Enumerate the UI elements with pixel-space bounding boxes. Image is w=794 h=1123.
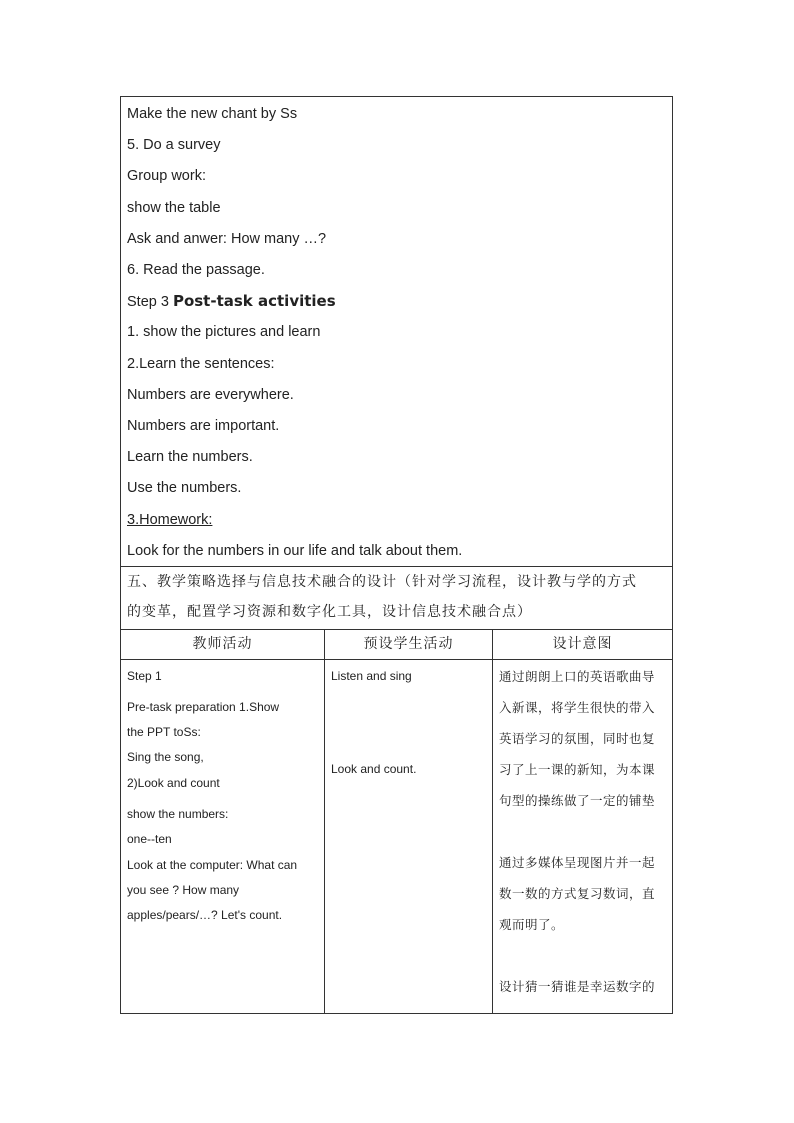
post-task-line: Use the numbers. (127, 480, 242, 496)
teacher-line: Pre-task preparation 1.Show (127, 700, 280, 714)
post-task-line: 1. show the pictures and learn (127, 324, 321, 340)
homework-text: Look for the numbers in our life and talk about them. (127, 543, 463, 559)
intent-line: 句型的操练做了一定的铺垫 (499, 793, 656, 808)
post-task-line: Learn the numbers. (127, 449, 253, 465)
homework-label: 3.Homework: (127, 512, 213, 528)
column-divider (492, 629, 493, 1013)
divider (121, 659, 672, 660)
procedure-line: 6. Read the passage. (127, 262, 265, 278)
student-line: Look and count. (331, 762, 417, 776)
post-task-line: Numbers are everywhere. (127, 387, 294, 403)
intent-line: 习了上一课的新知，为本课 (499, 762, 656, 777)
header-design-intent: 设计意图 (552, 636, 613, 652)
lesson-plan-table (120, 96, 673, 1014)
step3-heading (127, 292, 336, 311)
teacher-line: show the numbers: (127, 807, 229, 821)
step3-prefix: Step 3 (127, 294, 173, 310)
column-divider (324, 629, 325, 1013)
intent-line: 观而明了。 (499, 917, 565, 932)
section5-title-line1: 五、教学策略选择与信息技术融合的设计（针对学习流程，设计教与学的方式 (127, 574, 637, 590)
post-task-line: 2.Learn the sentences: (127, 356, 275, 372)
procedure-text-block (121, 97, 672, 566)
intent-line: 数一数的方式复习数词，直 (499, 886, 656, 901)
intent-line: 通过多媒体呈现图片并一起 (499, 855, 656, 870)
teacher-line: the PPT toSs: (127, 725, 201, 739)
post-task-line: Numbers are important. (127, 418, 280, 434)
intent-line: 英语学习的氛围，同时也复 (499, 731, 656, 746)
procedure-line: Ask and anwer: How many …? (127, 231, 327, 247)
intent-line: 入新课，将学生很快的带入 (499, 700, 656, 715)
teacher-line: Look at the computer: What can (127, 858, 298, 872)
procedure-line: Make the new chant by Ss (127, 106, 298, 122)
teacher-line: Sing the song, (127, 750, 204, 764)
teacher-line: you see ? How many (127, 883, 240, 897)
procedure-line: 5. Do a survey (127, 137, 221, 153)
student-line: Listen and sing (331, 669, 412, 683)
teacher-line: one--ten (127, 832, 172, 846)
header-student-activity: 预设学生活动 (363, 636, 454, 652)
header-teacher-activity: 教师活动 (192, 636, 253, 652)
procedure-line: show the table (127, 200, 221, 216)
step3-title: Post-task activities (172, 292, 336, 310)
section5-title-line2: 的变革，配置学习资源和数字化工具，设计信息技术融合点） (127, 604, 532, 620)
teacher-line: 2)Look and count (127, 776, 220, 790)
teacher-line: Step 1 (127, 669, 162, 683)
intent-line: 设计猜一猜谁是幸运数字的 (499, 979, 656, 994)
teacher-line: apples/pears/…? Let's count. (127, 908, 283, 922)
intent-line: 通过朗朗上口的英语歌曲导 (499, 669, 656, 684)
procedure-line: Group work: (127, 168, 206, 184)
